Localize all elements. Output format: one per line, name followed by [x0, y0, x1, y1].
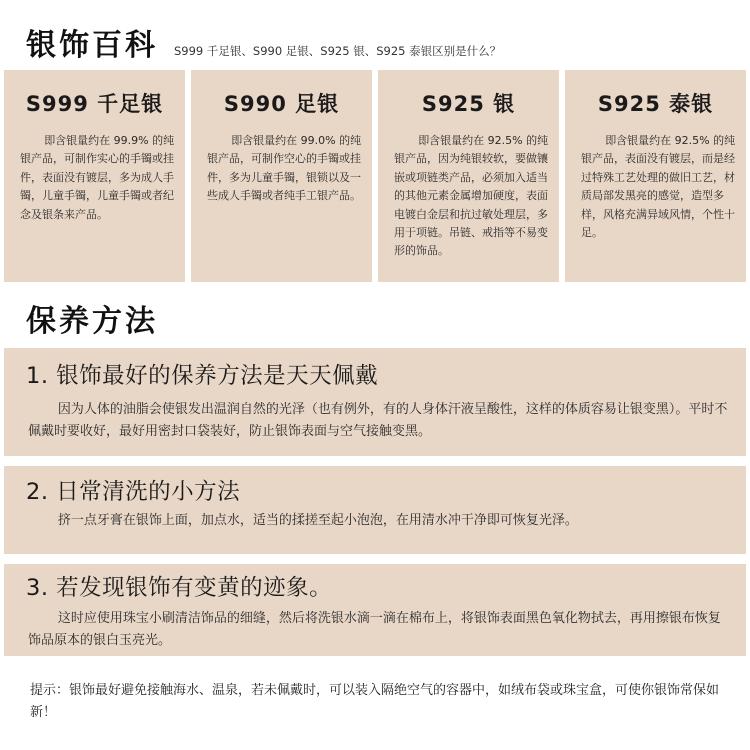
card-title: S925 银: [421, 92, 516, 116]
tip-text: 挤一点牙膏在银饰上面，加点水，适当的揉搓至起小泡泡，在用清水冲干净即可恢复光泽。: [57, 513, 578, 528]
tip-heading: 3. 若发现银饰有变黄的迹象。: [26, 575, 333, 601]
tip-heading: 2. 日常清洗的小方法: [26, 479, 241, 505]
card-s925: [378, 70, 559, 282]
card-description: 即含银量约在 92.5% 的纯银产品，表面没有镀层，而是经过特殊工艺处理的做旧工艺，材质局部发黑亮的感觉，造型多样，风格充满异域风情，个性十足。: [581, 134, 736, 240]
card-s990: [191, 70, 372, 282]
footer-note: 提示：银饰最好避免接触海水、温泉，若未佩戴时，可以装入隔绝空气的容器中，如绒布袋或珠宝盒，可使你银饰常保如新！: [30, 683, 720, 720]
tip-text: 这时应使用珠宝小刷清洁饰品的细缝，然后将洗银水滴一滴在棉布上，将银饰表面黑色氧化物拭去，再用擦银布恢复饰品原本的银白玉亮光。: [28, 611, 721, 648]
page-header: [26, 22, 501, 66]
page-subtitle: S999 千足银、S990 足银、S925 银、S925 泰银区别是什么？: [174, 44, 502, 58]
card-description: 即含银量约在 99.9% 的纯银产品，可制作实心的手镯或挂件，表面没有镀层，多为成人手镯，儿童手镯，儿童手镯或者纪念及银条来产品。: [20, 134, 175, 221]
page-title: 银饰百科: [26, 28, 158, 63]
care-tip-1: [4, 348, 746, 456]
tip-text: 因为人体的油脂会使银发出温润自然的光泽（也有例外，有的人身体汗液呈酸性，这样的体质容易让银变黑）。平时不佩戴时要收好，最好用密封口袋装好，防止银饰表面与空气接触变黑。: [28, 402, 728, 439]
card-title: S999 千足银: [25, 92, 164, 116]
care-section-title: 保养方法: [26, 304, 158, 339]
care-tip-2: [4, 466, 746, 554]
silver-types-cards: [4, 70, 746, 282]
tip-heading: 1. 银饰最好的保养方法是天天佩戴: [26, 363, 379, 389]
care-tip-3: [4, 564, 746, 656]
card-title: S990 足银: [223, 92, 340, 116]
card-title: S925 泰银: [597, 92, 714, 116]
card-s925-thai: [565, 70, 746, 282]
card-description: 即含银量约在 92.5% 的纯银产品，因为纯银较软，要做镶嵌或项链类产品，必须加入适当的其他元素金属增加硬度，表面电镀白金层和抗过敏处理层，多用于项链。吊链、戒指等不易变形的饰品。: [394, 134, 549, 258]
card-description: 即含银量约在 99.0% 的纯银产品，可制作空心的手镯或挂件，多为儿童手镯，银锁以及一些成人手镯或者纯手工银产品。: [207, 134, 362, 203]
card-s999: [4, 70, 185, 282]
